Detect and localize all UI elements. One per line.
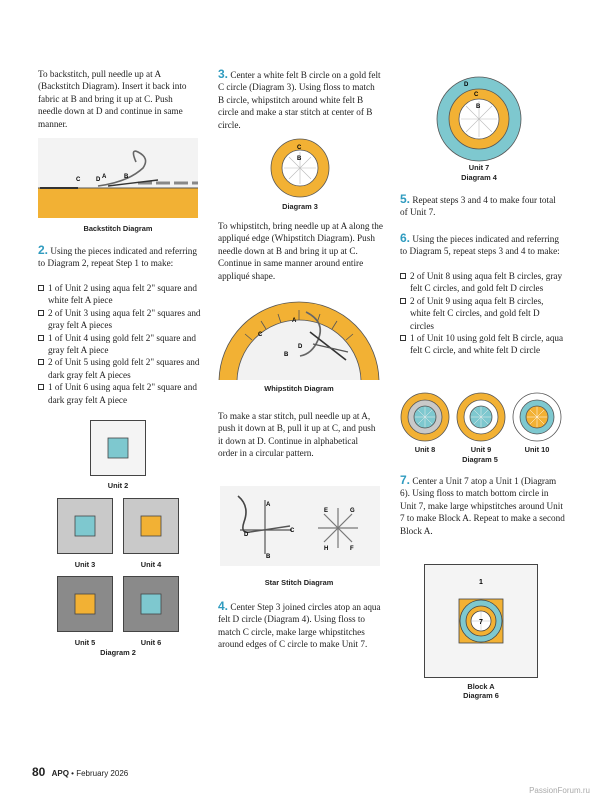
backstitch-caption: Backstitch Diagram (83, 224, 153, 233)
step4-number: 4. (218, 599, 229, 613)
step7-number: 7. (400, 473, 411, 487)
whip-letter-a: A (292, 318, 297, 324)
backstitch-letter-b: B (124, 174, 129, 180)
diagram-6-caption: Diagram 6 (463, 691, 499, 700)
diagram-3-circles (270, 138, 330, 198)
diagram3-letter-b: B (297, 156, 302, 162)
star-letter-a: A (266, 502, 271, 508)
step2-list (38, 282, 203, 406)
star-letter-f: F (350, 546, 354, 552)
unit-3-label: Unit 3 (74, 560, 96, 569)
checkbox-icon (400, 298, 406, 304)
backstitch-letter-d: D (96, 177, 101, 183)
backstitch-diagram (38, 138, 198, 218)
step2-text (38, 244, 203, 270)
unit7-letter-b: B (476, 104, 481, 110)
list-item: 1 of Unit 10 using gold felt B circle, aqua felt C circle, and white felt D circle (400, 332, 565, 357)
star-stitch-caption: Star Stitch Diagram (264, 578, 334, 587)
star-letter-g: G (350, 508, 355, 514)
star-letter-h: H (324, 546, 329, 552)
whip-letter-d: D (298, 344, 303, 350)
list-item: 1 of Unit 2 using aqua felt 2" square and white felt A piece (38, 282, 203, 307)
unit-10-label: Unit 10 (524, 445, 550, 454)
list-item: 2 of Unit 9 using aqua felt B circles, white felt C circles, and gold felt D circles (400, 295, 565, 332)
star-letter-d: D (244, 532, 249, 538)
backstitch-intro: To backstitch, pull needle up at A (Backstitch Diagram). Insert it back into fabric at B and bring it up at C. Push needle down at D and continue in same manner. (38, 69, 187, 129)
unit-2-block (90, 420, 146, 476)
block-a-caption: Block A (467, 682, 495, 691)
checkbox-icon (38, 384, 44, 390)
unit-7-circles (436, 76, 522, 162)
star-stitch-diagram (220, 486, 380, 566)
step5-body: Repeat steps 3 and 4 to make four total of Unit 7. (400, 195, 556, 218)
list-item: 1 of Unit 6 using aqua felt 2" square and dark gray felt A piece (38, 381, 203, 406)
block-label-1: 1 (479, 579, 483, 586)
unit-10-circles (512, 392, 562, 442)
step3-number: 3. (218, 67, 229, 81)
step5-text (400, 193, 565, 219)
step3-body: Center a white felt B circle on a gold felt C circle (Diagram 3). Using floss to match B circle, whipstitch around white felt B circle and make a star stitch at center of B circle. (218, 70, 381, 130)
unit-4-label: Unit 4 (140, 560, 162, 569)
step3-text (218, 68, 383, 131)
page-footer (32, 765, 128, 779)
step4-text (218, 600, 383, 651)
block-a-diagram (424, 564, 538, 678)
whipstitch-caption: Whipstitch Diagram (264, 384, 334, 393)
unit-9-label: Unit 9 (470, 445, 492, 454)
checkbox-icon (400, 335, 406, 341)
unit-5-block (57, 576, 113, 632)
list-item: 2 of Unit 5 using gold felt 2" squares and dark gray felt A pieces (38, 356, 203, 381)
diagram-2-caption: Diagram 2 (100, 648, 136, 657)
backstitch-letter-c: C (76, 177, 81, 183)
checkbox-icon (400, 273, 406, 279)
star-stitch-intro: To make a star stitch, pull needle up at A, push it down at B, pull it up at C, and push it down at D. Continue in alphabetical order in a circular pattern. (218, 411, 376, 459)
issue-date: • February 2026 (71, 769, 129, 778)
unit-7-label: Unit 7 (468, 163, 490, 172)
diagram-3-caption: Diagram 3 (282, 202, 318, 211)
star-letter-c: C (290, 528, 295, 534)
checkbox-icon (38, 335, 44, 341)
list-item: 2 of Unit 3 using aqua felt 2" squares and gray felt A pieces (38, 307, 203, 332)
step7-text (400, 474, 565, 537)
unit-8-circles (400, 392, 450, 442)
unit-6-block (123, 576, 179, 632)
whipstitch-diagram (218, 292, 380, 380)
step6-list (400, 270, 565, 357)
unit-3-block (57, 498, 113, 554)
unit-2-label: Unit 2 (107, 481, 129, 490)
step4-body: Center Step 3 joined circles atop an aqua felt D circle (Diagram 4). Using floss to match C circle, make large whipstitches around edges of C circle to make Unit 7. (218, 602, 381, 650)
unit-4-block (123, 498, 179, 554)
star-letter-e: E (324, 508, 329, 514)
unit-5-label: Unit 5 (74, 638, 96, 647)
unit7-letter-c: C (474, 92, 479, 98)
step6-number: 6. (400, 231, 411, 245)
checkbox-icon (38, 359, 44, 365)
diagram-4-caption: Diagram 4 (461, 173, 497, 182)
list-item: 1 of Unit 4 using gold felt 2" square and gray felt A piece (38, 332, 203, 357)
step5-number: 5. (400, 192, 411, 206)
whipstitch-intro: To whipstitch, bring needle up at A along the appliqué edge (Whipstitch Diagram). Push needle down at B and bring it up at C. Continue in same manner around entire appliqué shape. (218, 221, 383, 281)
backstitch-letter-a: A (102, 174, 107, 180)
page-number: 80 (32, 765, 46, 779)
step2-body: Using the pieces indicated and referring to Diagram 2, repeat Step 1 to make: (38, 246, 197, 269)
step6-body: Using the pieces indicated and referring to Diagram 5, repeat steps 3 and 4 to make: (400, 234, 560, 257)
diagram-5-caption: Diagram 5 (462, 455, 498, 464)
step6-text (400, 232, 565, 258)
star-letter-b: B (266, 554, 271, 560)
block-label-7: 7 (479, 619, 483, 626)
unit7-letter-d: D (464, 82, 469, 88)
magazine-brand: APQ (51, 769, 69, 778)
checkbox-icon (38, 310, 44, 316)
unit-8-label: Unit 8 (414, 445, 436, 454)
whip-letter-b: B (284, 352, 289, 358)
diagram3-letter-c: C (297, 145, 302, 151)
list-item: 2 of Unit 8 using aqua felt B circles, gray felt C circles, and gold felt D circles (400, 270, 565, 295)
step2-number: 2. (38, 243, 49, 257)
watermark: PassionForum.ru (529, 786, 590, 795)
whip-letter-c: C (258, 332, 263, 338)
checkbox-icon (38, 285, 44, 291)
step7-body: Center a Unit 7 atop a Unit 1 (Diagram 6). Using floss to match bottom circle in Unit 7, make large whipstitches around Unit 7 to make Block A. Repeat to make a second Block A. (400, 476, 565, 536)
unit-6-label: Unit 6 (140, 638, 162, 647)
unit-9-circles (456, 392, 506, 442)
